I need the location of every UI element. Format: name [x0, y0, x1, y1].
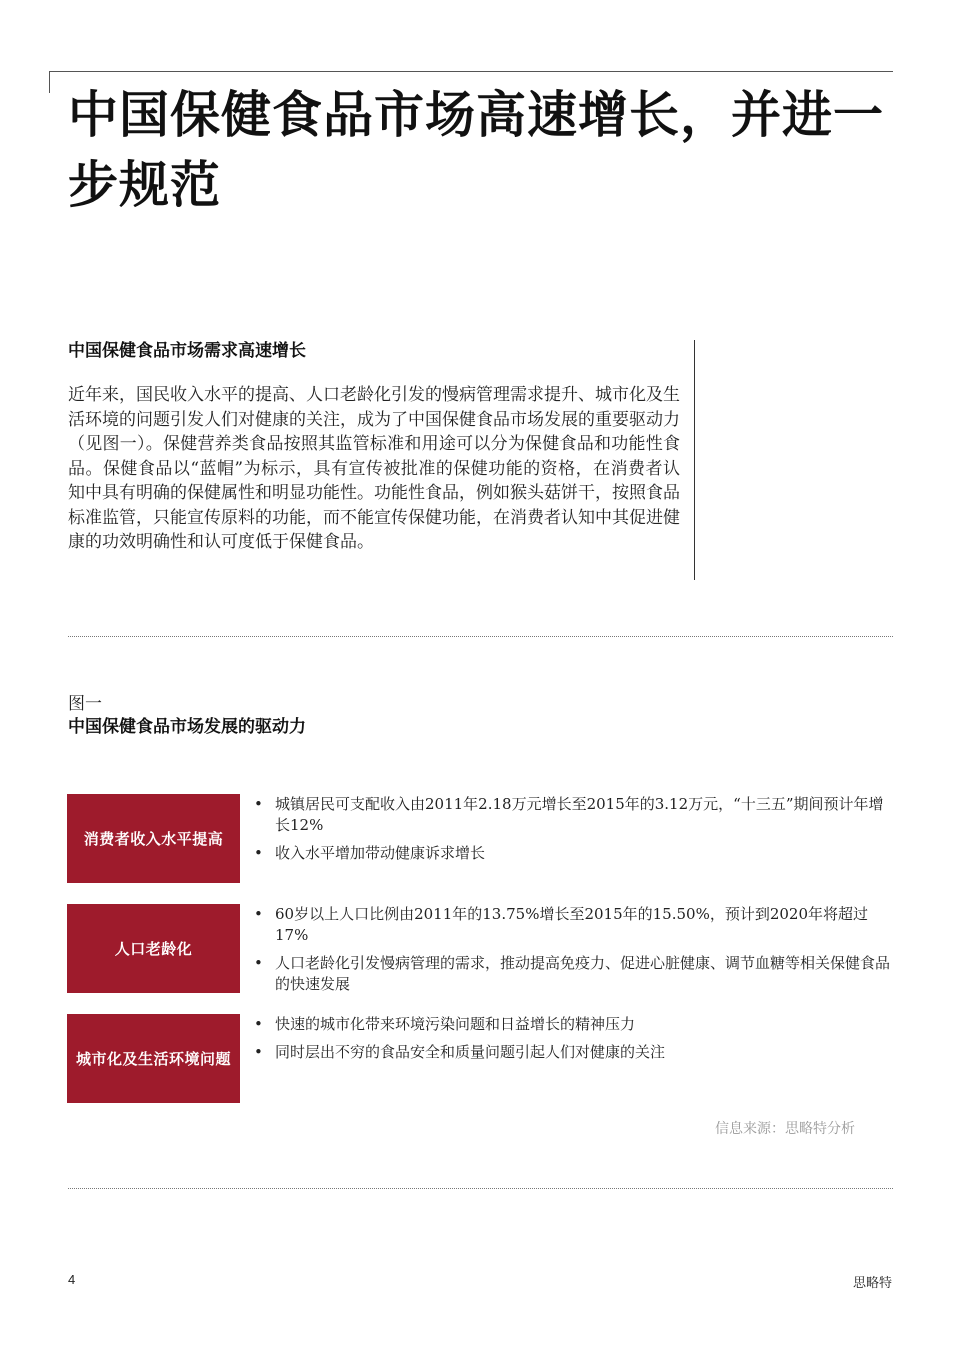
- list-item: • 同时层出不穷的食品安全和质量问题引起人们对健康的关注: [254, 1043, 666, 1061]
- list-item: • 60岁以上人口比例由2011年的13.75%增长至2015年的15.50%，预计到2020年将超过17%: [254, 905, 869, 944]
- side-rule: [694, 340, 695, 580]
- footer-brand: 思略特: [852, 1276, 892, 1291]
- figure-title: 中国保健食品市场发展的驱动力: [68, 717, 306, 737]
- driver-box-income: 消费者收入水平提高: [67, 794, 240, 883]
- list-item: • 城镇居民可支配收入由2011年2.18万元增长至2015年的3.12万元，“十三五”期间预计年增长12%: [254, 795, 884, 834]
- bullet-dot-icon: •: [254, 954, 263, 972]
- list-item: • 快速的城市化带来环境污染问题和日益增长的精神压力: [254, 1015, 636, 1033]
- figure-label: 图一: [68, 694, 102, 714]
- dotted-divider-top: [68, 636, 893, 637]
- page-title: 中国保健食品市场高速增长，并进一步规范: [68, 85, 884, 214]
- bullet-dot-icon: •: [254, 905, 263, 923]
- dotted-divider-bottom: [68, 1188, 893, 1189]
- driver-bullets-urbanization: [252, 1014, 892, 1070]
- driver-bullets-aging: [252, 904, 892, 1002]
- bullet-dot-icon: •: [254, 844, 263, 862]
- driver-box-urbanization: 城市化及生活环境问题: [67, 1014, 240, 1103]
- page-number: 4: [68, 1272, 76, 1287]
- bullet-dot-icon: •: [254, 795, 263, 813]
- bullet-dot-icon: •: [254, 1043, 263, 1061]
- corner-rule-horizontal: [49, 71, 893, 72]
- list-item: • 人口老龄化引发慢病管理的需求，推动提高免疫力、促进心脏健康、调节血糖等相关保健食品的快速发展: [254, 954, 891, 993]
- driver-box-aging: 人口老龄化: [67, 904, 240, 993]
- section-body: 近年来，国民收入水平的提高、人口老龄化引发的慢病管理需求提升、城市化及生活环境的问题引发人们对健康的关注，成为了中国保健食品市场发展的重要驱动力（见图一）。保健营养类食品按照其监管标准和用途可以分为保健食品和功能性食品。保健食品以“蓝帽”为标示，具有宣传被批准的保健功能的资格，在消费者认知中具有明确的保健属性和明显功能性。功能性食品，例如猴头菇饼干，按照食品标准监管，只能宣传原料的功能，而不能宣传保健功能，在消费者认知中其促进健康的功效明确性和认可度低于保健食品。: [68, 385, 680, 552]
- figure-source: 信息来源：思略特分析: [715, 1121, 855, 1137]
- driver-bullets-income: [252, 794, 892, 871]
- list-item: • 收入水平增加带动健康诉求增长: [254, 844, 486, 862]
- bullet-dot-icon: •: [254, 1015, 263, 1033]
- corner-rule-vertical: [49, 71, 50, 93]
- section-heading: 中国保健食品市场需求高速增长: [68, 341, 306, 361]
